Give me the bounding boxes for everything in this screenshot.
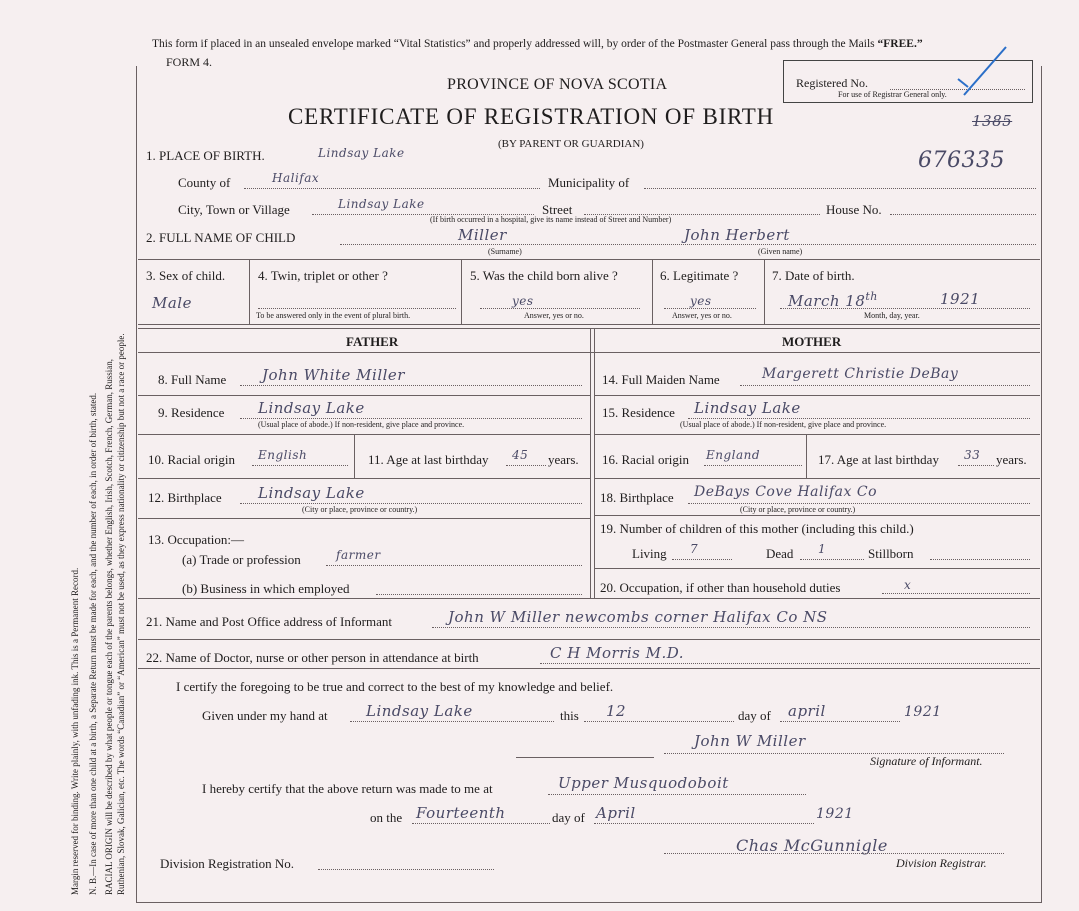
informant-value: John W Miller newcombs corner Halifax Co NS	[448, 608, 828, 626]
margin-note: Margin reserved for binding. Write plainly, with unfading ink. This is a Permanent Record.	[70, 567, 80, 895]
mother-age-label: 17. Age at last birthday	[818, 452, 939, 467]
city-label: City, Town or Village	[178, 202, 290, 217]
registrar-on-the-label: on the	[370, 810, 403, 825]
registrar-day: Fourteenth	[416, 804, 506, 822]
surname-note: (Surname)	[488, 247, 522, 256]
father-racial: English	[258, 448, 308, 462]
father-residence-label: 9. Residence	[158, 405, 225, 420]
right-border	[1041, 66, 1042, 902]
alive-note: Answer, yes or no.	[524, 311, 584, 320]
dob-year: 1921	[940, 290, 981, 308]
child-surname: Miller	[458, 226, 507, 244]
father-trade-label: (a) Trade or profession	[182, 552, 301, 567]
mother-name-label: 14. Full Maiden Name	[602, 372, 720, 387]
father-residence-note-b: If non-resident, give place and province.	[334, 420, 465, 429]
municipality-label: Municipality of	[548, 175, 630, 190]
registrar-place: Upper Musquodoboit	[558, 774, 729, 792]
dead-label: Dead	[766, 546, 794, 561]
street-label: Street	[542, 202, 573, 217]
child-name-label: 2. FULL NAME OF CHILD	[146, 230, 296, 245]
registrar-month: April	[596, 804, 636, 822]
father-heading: FATHER	[346, 334, 399, 349]
place-of-birth-label: 1. PLACE OF BIRTH.	[146, 148, 265, 163]
city-value: Lindsay Lake	[338, 197, 425, 211]
mother-children-label: 19. Number of children of this mother (including this child.)	[600, 521, 914, 536]
father-residence: Lindsay Lake	[258, 399, 365, 417]
legitimate-note: Answer, yes or no.	[672, 311, 732, 320]
form-number: FORM 4.	[166, 55, 213, 69]
struck-number: 1385	[972, 112, 1013, 130]
racial-origin-note-a: RACIAL ORIGIN will be described by what people or tongue each of the parents belongs, whether English, Irish, Scotch, French, German, Russian,	[104, 358, 114, 895]
county-label: County of	[178, 175, 231, 190]
certify-place: Lindsay Lake	[366, 702, 473, 720]
mother-years: years.	[996, 452, 1027, 467]
registrar-day-of-label: day of	[552, 810, 585, 825]
legitimate-label: 6. Legitimate ?	[660, 268, 739, 283]
living-label: Living	[632, 546, 667, 561]
mother-birthplace-label: 18. Birthplace	[600, 490, 674, 505]
mother-residence-label: 15. Residence	[602, 405, 675, 420]
mother-racial: England	[706, 448, 761, 462]
registrar-signature: Chas McGunnigle	[736, 836, 888, 855]
certify-month: april	[788, 702, 826, 720]
registered-note: For use of Registrar General only.	[838, 90, 947, 99]
this-label: this	[560, 708, 579, 723]
house-label: House No.	[826, 202, 882, 217]
sex-value: Male	[152, 294, 192, 312]
sex-label: 3. Sex of child.	[146, 268, 226, 283]
registrar-statement: I hereby certify that the above return was made to me at	[202, 781, 493, 796]
header-free: “FREE.”	[877, 38, 923, 50]
living-value: 7	[690, 542, 699, 556]
informant-signature: John W Miller	[694, 732, 806, 750]
mother-racial-label: 16. Racial origin	[602, 452, 690, 467]
racial-origin-note-b: Ruthenian, Slovak, Galician, etc. The words “Canadian” or “American” must not be used, as they express nationality or citizenship but not a race or people.	[116, 333, 126, 895]
mother-occupation: x	[904, 578, 912, 592]
twin-note: To be answered only in the event of plural birth.	[256, 311, 411, 320]
mother-residence: Lindsay Lake	[694, 399, 801, 417]
certify-day: 12	[606, 702, 627, 720]
registration-number: 676335	[918, 148, 1005, 173]
mother-residence-note-a: (Usual place of abode.)	[680, 420, 755, 429]
dob-note: Month, day, year.	[864, 311, 920, 320]
place-of-birth-value: Lindsay Lake	[318, 146, 405, 160]
father-racial-label: 10. Racial origin	[148, 452, 236, 467]
mother-birthplace: DeBays Cove Halifax Co	[694, 484, 877, 500]
header-note: This form if placed in an unsealed envelope marked “Vital Statistics” and properly addressed will, by order of the Postmaster General pass through the Mails	[152, 38, 875, 50]
province: PROVINCE OF NOVA SCOTIA	[447, 76, 668, 93]
father-name-label: 8. Full Name	[158, 372, 227, 387]
registered-box	[783, 60, 1033, 103]
subtitle: (BY PARENT OR GUARDIAN)	[498, 138, 644, 150]
mother-age: 33	[964, 448, 981, 462]
alive-value: yes	[512, 294, 534, 308]
registrar-year: 1921	[816, 806, 854, 822]
father-name: John White Miller	[262, 366, 405, 384]
father-business-label: (b) Business in which employed	[182, 581, 350, 596]
dead-value: 1	[818, 542, 827, 556]
dob-suffix: th	[865, 290, 878, 303]
alive-label: 5. Was the child born alive ?	[470, 268, 618, 283]
registered-label: Registered No.	[796, 76, 868, 90]
county-value: Halifax	[272, 171, 320, 185]
mother-name: Margerett Christie DeBay	[762, 366, 959, 382]
father-residence-note-a: (Usual place of abode.)	[258, 420, 333, 429]
informant-signature-label: Signature of Informant.	[870, 754, 983, 768]
father-age-label: 11. Age at last birthday	[368, 452, 489, 467]
father-age: 45	[512, 448, 529, 462]
mother-heading: MOTHER	[782, 334, 842, 349]
division-registrar-label: Division Registrar.	[896, 856, 987, 870]
certify-statement: I certify the foregoing to be true and correct to the best of my knowledge and belief.	[176, 679, 614, 694]
nb-note: N. B.—In case of more than one child at a birth, a Separate Return must be made for each, and the number of each, in order of birth, stated.	[88, 392, 98, 895]
left-border	[136, 66, 137, 902]
child-given-name: John Herbert	[684, 226, 790, 244]
hospital-note: (If birth occurred in a hospital, give its name instead of Street and Number)	[430, 215, 672, 224]
doctor-label: 22. Name of Doctor, nurse or other person in attendance at birth	[146, 650, 479, 665]
certify-year: 1921	[904, 704, 942, 720]
division-registration-label: Division Registration No.	[160, 856, 294, 871]
legitimate-value: yes	[690, 294, 712, 308]
mother-birthplace-note: (City or place, province or country.)	[740, 505, 856, 514]
doctor-value: C H Morris M.D.	[550, 644, 684, 662]
mother-residence-note-b: If non-resident, give place and province.	[756, 420, 887, 429]
given-name-note: (Given name)	[758, 247, 803, 256]
stillborn-label: Stillborn	[868, 546, 914, 561]
page-title: CERTIFICATE OF REGISTRATION OF BIRTH	[288, 104, 775, 129]
given-under-label: Given under my hand at	[202, 708, 328, 723]
father-occupation-label: 13. Occupation:—	[148, 532, 245, 547]
blue-check-mark	[954, 43, 1014, 101]
father-birthplace-note: (City or place, province or country.)	[302, 505, 418, 514]
twin-label: 4. Twin, triplet or other ?	[258, 268, 388, 283]
mother-occupation-label: 20. Occupation, if other than household duties	[600, 580, 841, 595]
informant-label: 21. Name and Post Office address of Informant	[146, 614, 392, 629]
father-birthplace-label: 12. Birthplace	[148, 490, 222, 505]
certify-day-of-label: day of	[738, 708, 771, 723]
father-birthplace: Lindsay Lake	[258, 484, 365, 502]
dob-value: March 18	[788, 292, 866, 310]
father-trade: farmer	[336, 548, 381, 562]
father-years: years.	[548, 452, 579, 467]
dob-label: 7. Date of birth.	[772, 268, 855, 283]
